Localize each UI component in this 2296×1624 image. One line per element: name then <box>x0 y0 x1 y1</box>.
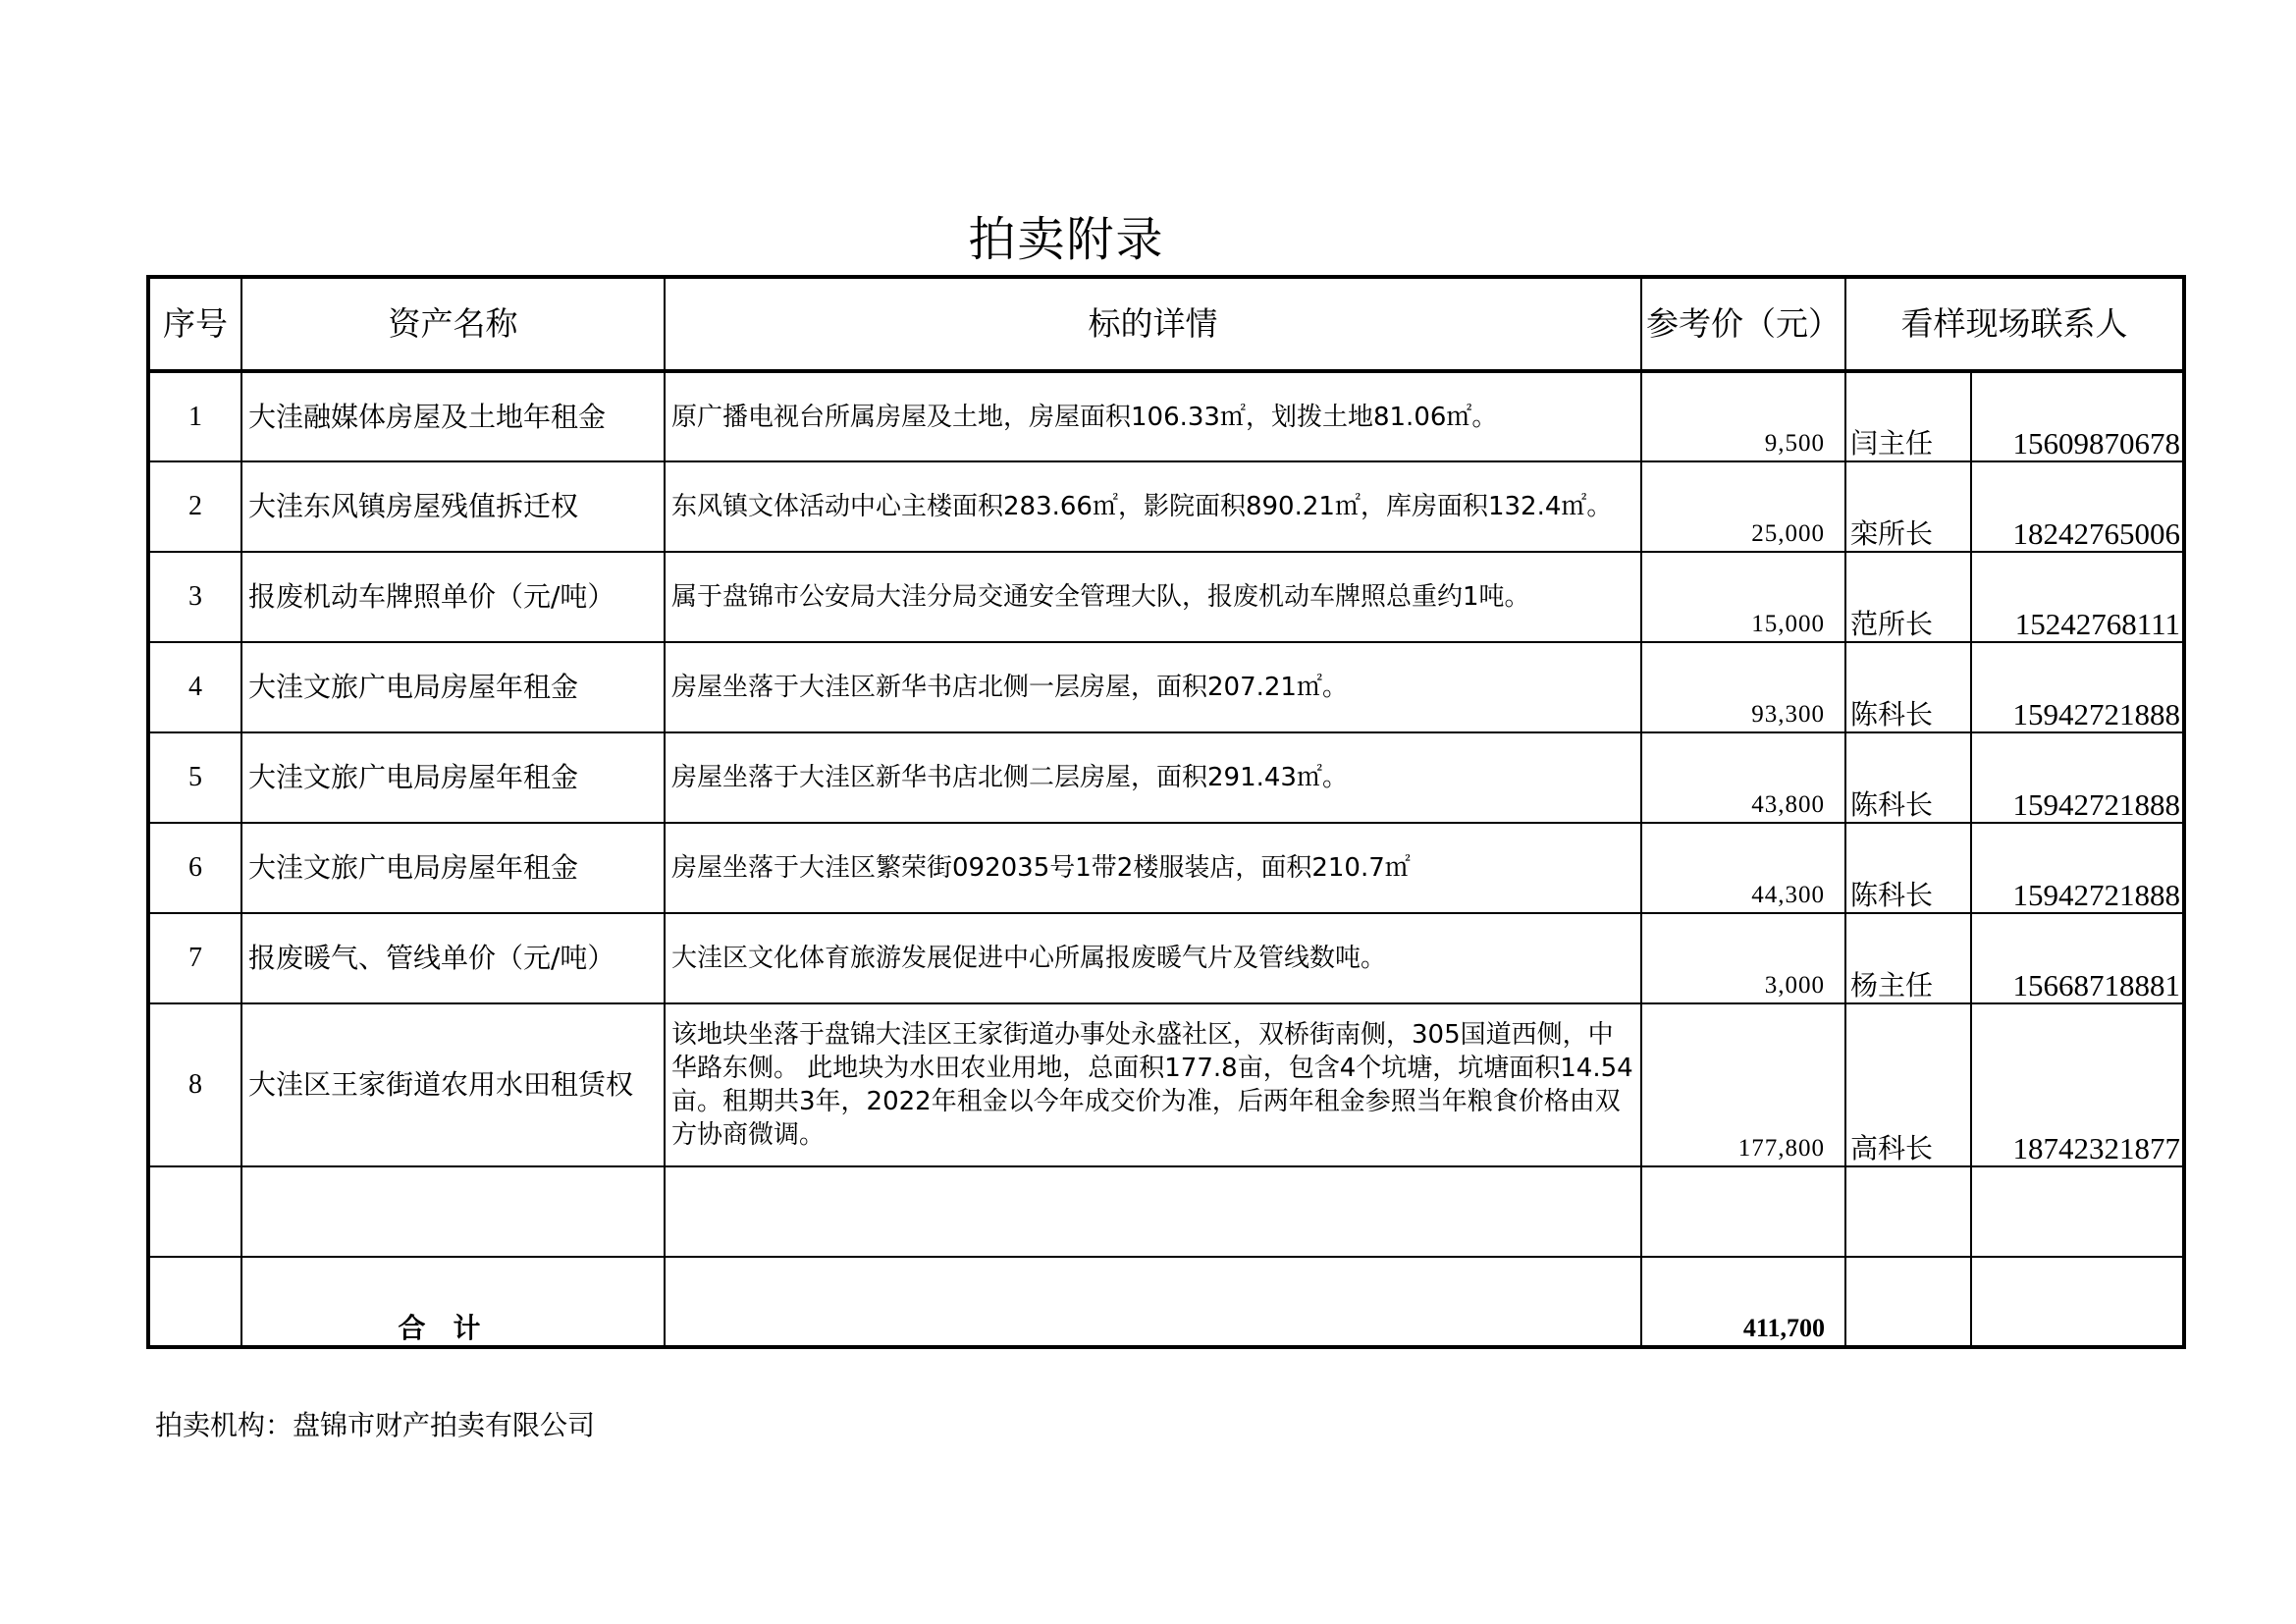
row-phone: 15609870678 <box>1971 371 2184 461</box>
row-contact: 陈科长 <box>1845 732 1971 823</box>
row-asset-name: 大洼文旅广电局房屋年租金 <box>241 823 665 913</box>
table-row <box>148 823 2184 913</box>
row-seq: 5 <box>148 732 241 823</box>
row-phone: 15242768111 <box>1971 552 2184 642</box>
row-detail: 属于盘锦市公安局大洼分局交通安全管理大队，报废机动车牌照总重约1吨。 <box>665 552 1641 642</box>
row-detail: 东风镇文体活动中心主楼面积283.66㎡，影院面积890.21㎡，库房面积132.4㎡。 <box>665 461 1641 552</box>
row-seq: 6 <box>148 823 241 913</box>
row-contact: 范所长 <box>1845 552 1971 642</box>
page-title: 拍卖附录 <box>968 212 1165 267</box>
header-contact: 看样现场联系人 <box>1845 277 2184 371</box>
row-seq: 4 <box>148 642 241 732</box>
header-price: 参考价（元） <box>1641 277 1845 371</box>
row-phone: 15942721888 <box>1971 823 2184 913</box>
row-asset-name: 报废暖气、管线单价（元/吨） <box>241 913 665 1003</box>
total-phone-cell <box>1971 1257 2184 1347</box>
header-detail: 标的详情 <box>665 277 1641 371</box>
auction-organization: 拍卖机构：盘锦市财产拍卖有限公司 <box>155 1409 596 1441</box>
row-contact: 高科长 <box>1845 1003 1971 1166</box>
row-detail: 房屋坐落于大洼区新华书店北侧一层房屋，面积207.21㎡。 <box>665 642 1641 732</box>
row-phone: 18742321877 <box>1971 1003 2184 1166</box>
row-detail: 房屋坐落于大洼区繁荣街092035号1带2楼服装店，面积210.7㎡ <box>665 823 1641 913</box>
row-price: 25,000 <box>1641 461 1845 552</box>
table-row <box>148 1003 2184 1166</box>
row-price: 177,800 <box>1641 1003 1845 1166</box>
row-detail: 房屋坐落于大洼区新华书店北侧二层房屋，面积291.43㎡。 <box>665 732 1641 823</box>
row-asset-name: 大洼东风镇房屋残值拆迁权 <box>241 461 665 552</box>
row-seq: 8 <box>148 1003 241 1166</box>
empty-cell <box>1971 1166 2184 1257</box>
empty-cell <box>1641 1166 1845 1257</box>
table-header-row <box>148 277 2184 371</box>
row-seq: 1 <box>148 371 241 461</box>
row-price: 43,800 <box>1641 732 1845 823</box>
row-price: 93,300 <box>1641 642 1845 732</box>
empty-cell <box>148 1166 241 1257</box>
row-contact: 栾所长 <box>1845 461 1971 552</box>
row-phone: 15942721888 <box>1971 642 2184 732</box>
total-contact-cell <box>1845 1257 1971 1347</box>
row-price: 3,000 <box>1641 913 1845 1003</box>
table-row <box>148 552 2184 642</box>
table-total-row <box>148 1257 2184 1347</box>
total-value: 411,700 <box>1641 1257 1845 1347</box>
auction-table <box>146 275 2186 1349</box>
row-detail: 该地块坐落于盘锦大洼区王家街道办事处永盛社区，双桥街南侧，305国道西侧，中华路东侧。 此地块为水田农业用地，总面积177.8亩，包含4个坑塘，坑塘面积14.54亩。租期共3年，2022年租金以今年成交价为准，后两年租金参照当年粮食价格由双方协商微调。 <box>665 1003 1641 1166</box>
table-row <box>148 913 2184 1003</box>
row-seq: 2 <box>148 461 241 552</box>
row-seq: 7 <box>148 913 241 1003</box>
empty-cell <box>665 1166 1641 1257</box>
row-seq: 3 <box>148 552 241 642</box>
table-row <box>148 732 2184 823</box>
row-phone: 18242765006 <box>1971 461 2184 552</box>
row-asset-name: 大洼融媒体房屋及土地年租金 <box>241 371 665 461</box>
empty-cell <box>241 1166 665 1257</box>
table-row-empty <box>148 1166 2184 1257</box>
row-contact: 闫主任 <box>1845 371 1971 461</box>
total-seq-cell <box>148 1257 241 1347</box>
total-detail-cell <box>665 1257 1641 1347</box>
row-price: 44,300 <box>1641 823 1845 913</box>
row-asset-name: 大洼区王家街道农用水田租赁权 <box>241 1003 665 1166</box>
table-row <box>148 371 2184 461</box>
total-label: 合计 <box>241 1257 665 1347</box>
row-contact: 陈科长 <box>1845 823 1971 913</box>
row-asset-name: 大洼文旅广电局房屋年租金 <box>241 642 665 732</box>
row-contact: 陈科长 <box>1845 642 1971 732</box>
header-name: 资产名称 <box>241 277 665 371</box>
row-detail: 大洼区文化体育旅游发展促进中心所属报废暖气片及管线数吨。 <box>665 913 1641 1003</box>
row-asset-name: 大洼文旅广电局房屋年租金 <box>241 732 665 823</box>
row-phone: 15942721888 <box>1971 732 2184 823</box>
row-detail: 原广播电视台所属房屋及土地，房屋面积106.33㎡，划拨土地81.06㎡。 <box>665 371 1641 461</box>
table-row <box>148 461 2184 552</box>
header-seq: 序号 <box>148 277 241 371</box>
row-price: 15,000 <box>1641 552 1845 642</box>
row-contact: 杨主任 <box>1845 913 1971 1003</box>
empty-cell <box>1845 1166 1971 1257</box>
row-asset-name: 报废机动车牌照单价（元/吨） <box>241 552 665 642</box>
row-price: 9,500 <box>1641 371 1845 461</box>
row-phone: 15668718881 <box>1971 913 2184 1003</box>
table-row <box>148 642 2184 732</box>
